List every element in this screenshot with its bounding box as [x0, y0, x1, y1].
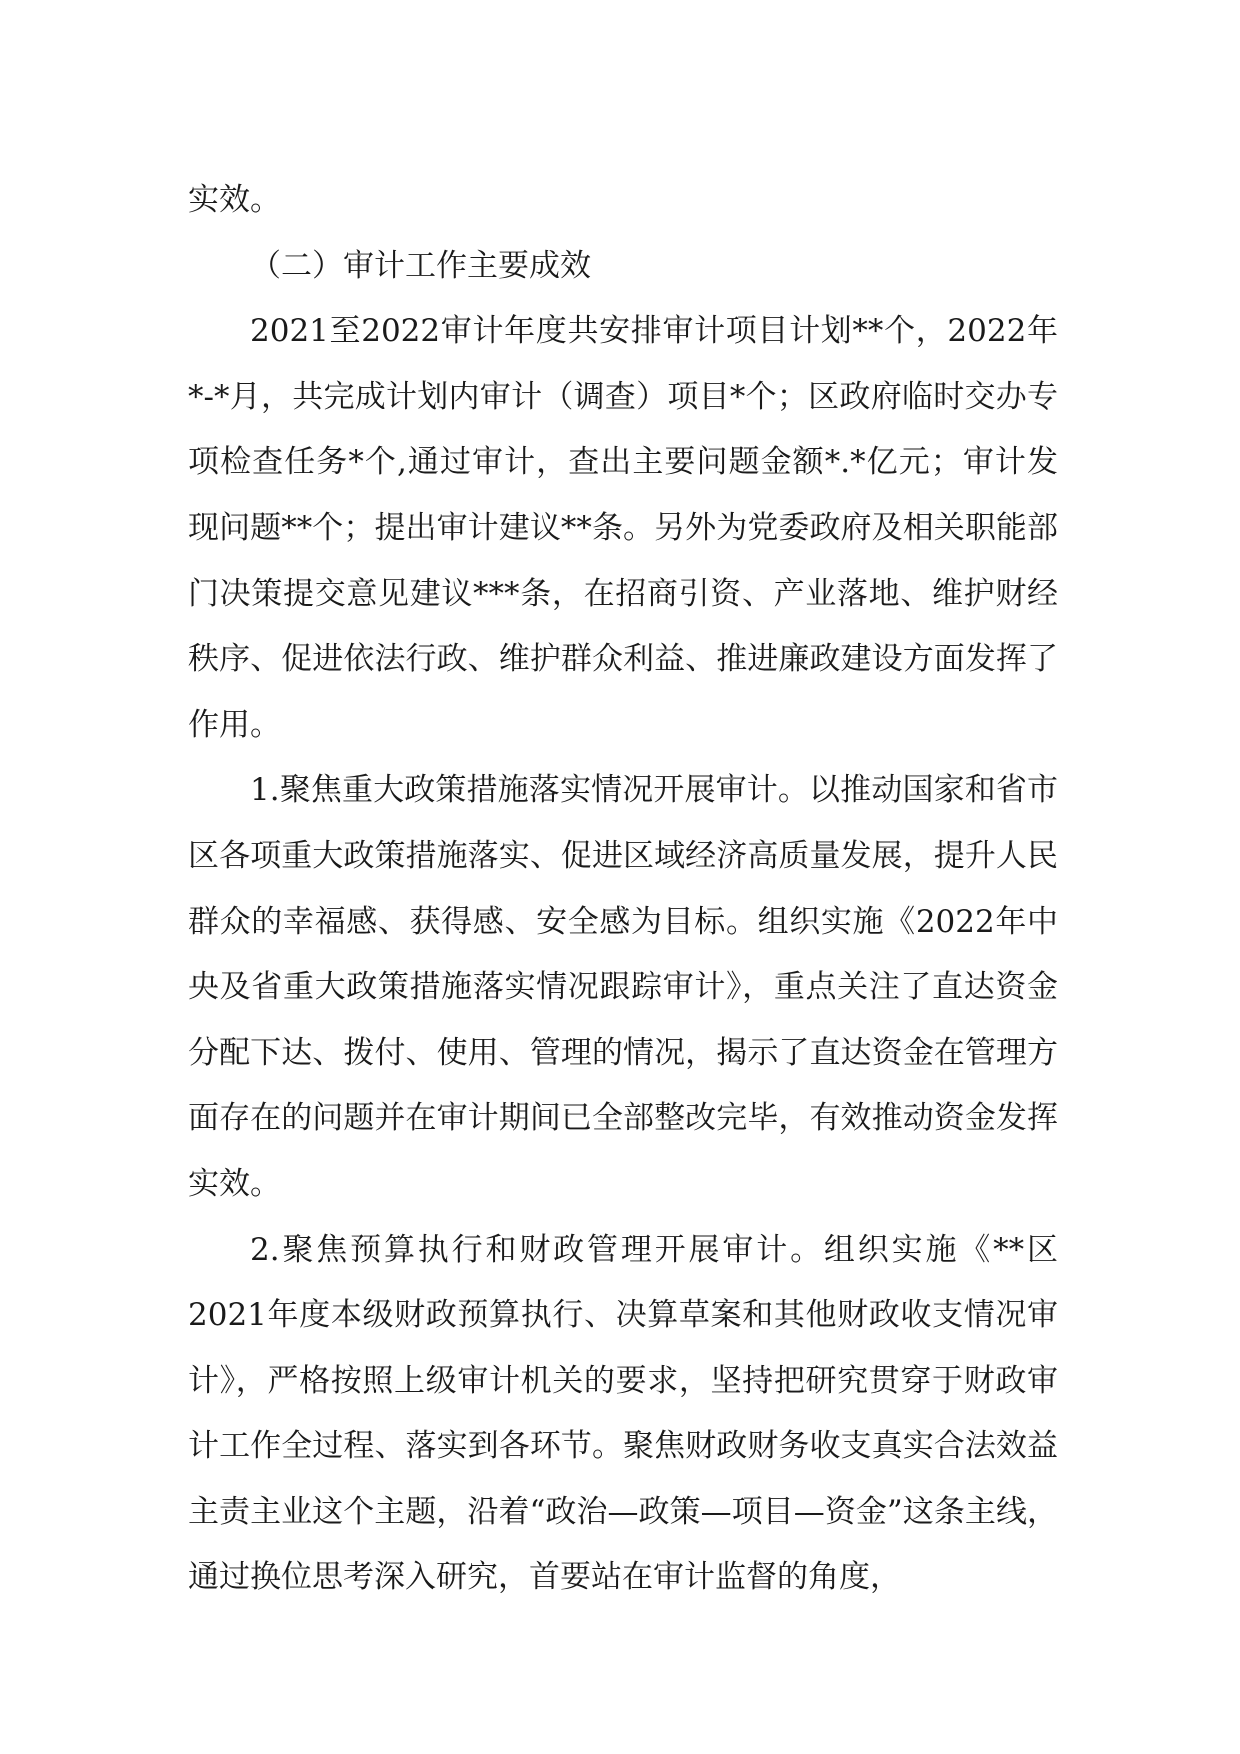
document-body	[188, 168, 1058, 1611]
paragraph-continuation: 实效。	[188, 182, 281, 218]
paragraph-summary: 2021至2022审计年度共安排审计项目计划**个，2022年*-*月，共完成计划内审计（调查）项目*个；区政府临时交办专项检查任务*个,通过审计，查出主要问题金额*.*亿元；审计发现问题**个；提出审计建议**条。另外为党委政府及相关职能部门决策提交意见建议***条，在招商引资、产业落地、维护财经秩序、促进依法行政、维护群众利益、推进廉政建设方面发挥了作用。	[188, 313, 1058, 743]
paragraph-item-2: 2.聚焦预算执行和财政管理开展审计。组织实施《**区2021年度本级财政预算执行、决算草案和其他财政收支情况审计》，严格按照上级审计机关的要求，坚持把研究贯穿于财政审计工作全过程、落实到各环节。聚焦财政财务收支真实合法效益主责主业这个主题，沿着“政治—政策—项目—资金”这条主线，通过换位思考深入研究，首要站在审计监督的角度，	[188, 1231, 1058, 1596]
section-heading: （二）审计工作主要成效	[250, 247, 591, 284]
paragraph-item-1: 1.聚焦重大政策措施落实情况开展审计。以推动国家和省市区各项重大政策措施落实、促进区域经济高质量发展，提升人民群众的幸福感、获得感、安全感为目标。组织实施《2022年中央及省重大政策措施落实情况跟踪审计》，重点关注了直达资金分配下达、拨付、使用、管理的情况，揭示了直达资金在管理方面存在的问题并在审计期间已全部整改完毕，有效推动资金发挥实效。	[188, 772, 1058, 1202]
